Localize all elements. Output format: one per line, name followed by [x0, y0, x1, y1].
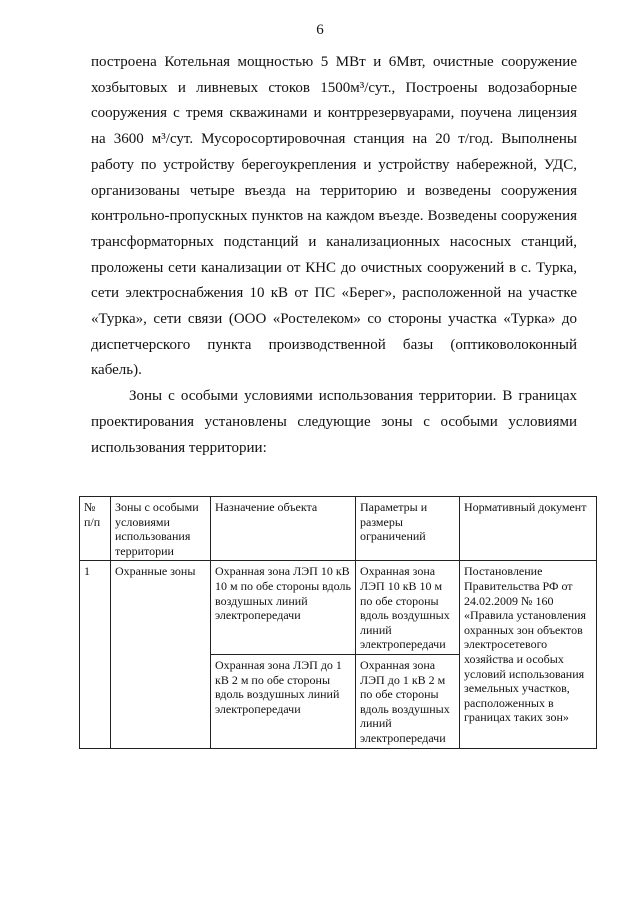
- cell-purpose-lep-1kv: Охранная зона ЛЭП до 1 кВ 2 м по обе стороны вдоль воздушных линий электропередачи: [211, 654, 356, 748]
- cell-zone: Охранные зоны: [111, 561, 211, 748]
- paragraph-construction: построена Котельная мощностью 5 МВт и 6Мвт, очистные сооружение хозбытовых и ливневых стоков 1500м³/сут., Построены водозаборные сооружения с тремя скважинами и контррезервуарами, поучена лицензия на 3600 м³/сут. Мусоросортировочная станция на 20 т/год. Выполнены работу по устройству берегоукрепления и устройству набережной, УДС, организованы четыре въезда на территорию и возведены сооружения контрольно-пропускных пунктов на каждом въезде. Возведены сооружения трансформаторных подстанций и канализационных насосных станций, проложены сети канализации от КНС до очистных сооружений в с. Турка, сети электроснабжения 10 кВ от ПС «Берег», расположенной на участке «Турка», сети связи (ООО «Ростелеком» со стороны участка «Турка» до диспетчерского пункта производственной базы (оптиковолоконный кабель).: [91, 54, 577, 379]
- paragraph-zones-intro: Зоны с особыми условиями использования территории. В границах проектирования установлены следующие зоны с особыми условиями использования территории:: [91, 388, 577, 456]
- cell-document: Постановление Правительства РФ от 24.02.2009 № 160 «Правила установления охранных зон объектов электросетевого хозяйства и особых условий использования земельных участков, расположенных в границах таких зон»: [460, 561, 597, 748]
- cell-purpose-lep-10kv: Охранная зона ЛЭП 10 кВ 10 м по обе стороны вдоль воздушных линий электропередачи: [211, 561, 356, 655]
- cell-number: 1: [80, 561, 111, 748]
- zones-table: [79, 496, 597, 749]
- cell-params-lep-1kv: Охранная зона ЛЭП до 1 кВ 2 м по обе стороны вдоль воздушных линий электропередачи: [356, 654, 460, 748]
- header-number: № п/п: [80, 497, 111, 561]
- header-document: Нормативный документ: [460, 497, 597, 561]
- header-purpose: Назначение объекта: [211, 497, 356, 561]
- table-row: [80, 561, 597, 655]
- body-text: [91, 50, 577, 461]
- table-header-row: [80, 497, 597, 561]
- header-zone: Зоны с особыми условиями использования территории: [111, 497, 211, 561]
- page-number: 6: [316, 22, 324, 38]
- cell-params-lep-10kv: Охранная зона ЛЭП 10 кВ 10 м по обе стороны вдоль воздушных линий электропередачи: [356, 561, 460, 655]
- header-parameters: Параметры и размеры ограничений: [356, 497, 460, 561]
